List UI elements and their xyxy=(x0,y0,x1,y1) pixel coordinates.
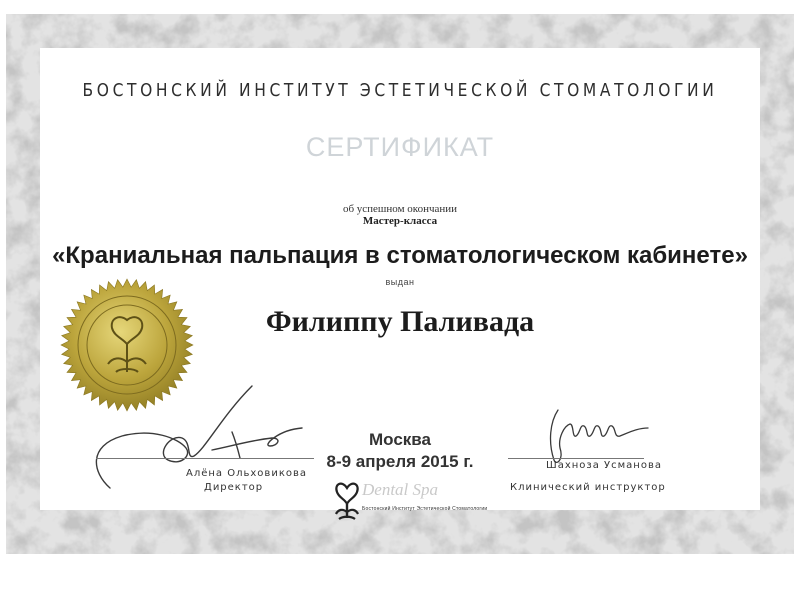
event-type: Мастер-класса xyxy=(362,215,438,227)
instructor-name: Шахноза Усманова xyxy=(546,460,662,471)
recipient-name: Филиппу Паливада xyxy=(265,305,535,338)
city: Москва xyxy=(369,430,431,449)
certificate-title: СЕРТИФИКАТ xyxy=(305,132,495,162)
instructor-signature-line xyxy=(508,458,644,459)
logo-tagline: Бостонский Институт Эстетической Стоматологии xyxy=(362,506,488,512)
director-name: Алёна Ольховикова xyxy=(186,468,307,479)
tooth-logo-icon xyxy=(334,478,360,522)
event-dates: 8-9 апреля 2015 г. xyxy=(326,452,474,471)
instructor-role: Клинический инструктор xyxy=(510,482,666,493)
completion-text: об успешном окончании xyxy=(342,203,458,215)
institute-name: БОСТОНСКИЙ ИНСТИТУТ ЭСТЕТИЧЕСКОЙ СТОМАТОЛОГИИ xyxy=(82,80,718,101)
logo-brand: Dental Spa xyxy=(362,480,439,499)
dental-spa-logo xyxy=(334,478,488,528)
issued-label: выдан xyxy=(385,277,415,287)
director-role: Директор xyxy=(204,482,264,493)
course-title: «Краниальная пальпация в стоматологическом кабинете» xyxy=(52,242,748,269)
